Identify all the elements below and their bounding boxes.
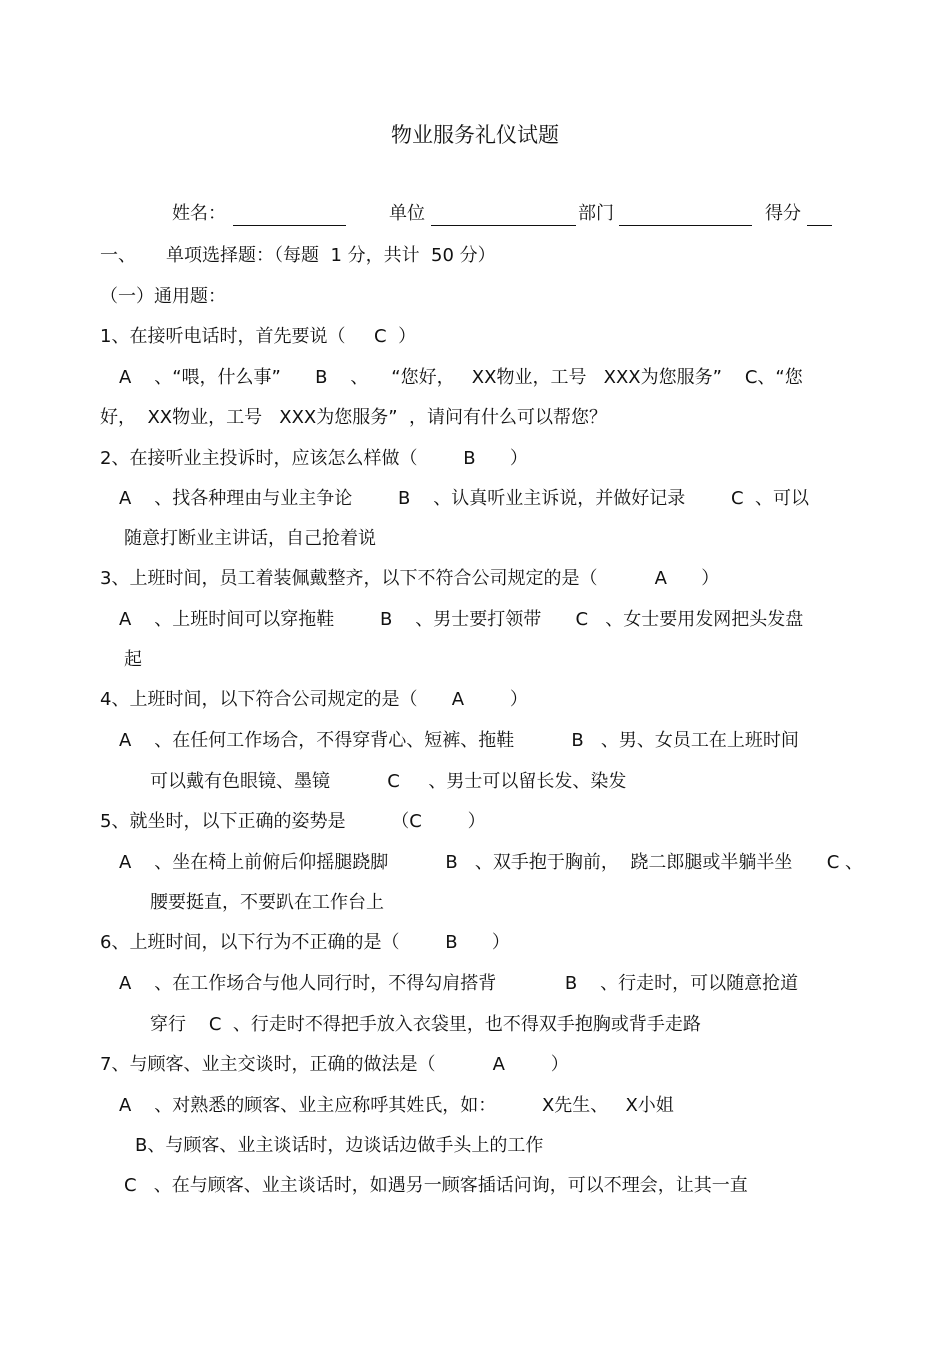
name-label: 姓名：	[172, 203, 226, 224]
section-number: 一、	[100, 245, 136, 266]
question-stem: 6、上班时间，以下行为不正确的是（ B ）	[100, 932, 510, 953]
dept-field[interactable]	[619, 205, 752, 226]
question-options: 起	[124, 649, 142, 670]
score-label: 得分	[765, 203, 801, 224]
question-options: 穿行 C 、行走时不得把手放入衣袋里，也不得双手抱胸或背手走路	[150, 1014, 701, 1035]
question-options: A 、坐在椅上前俯后仰摇腿跷脚 B 、双手抱于胸前， 跷二郎腿或半躺半坐 C 、	[119, 852, 863, 873]
question-stem: 5、就坐时，以下正确的姿势是 （C ）	[100, 811, 486, 832]
question-options: B、与顾客、业主谈话时，边谈话边做手头上的工作	[135, 1135, 544, 1156]
name-field[interactable]	[233, 205, 346, 226]
question-stem: 4、上班时间，以下符合公司规定的是（ A ）	[100, 689, 528, 710]
question-options: A 、“喂，什么事” B 、 “您好， XX物业，工号 XXX为您服务” C、“您	[119, 367, 803, 388]
unit-label: 单位	[389, 203, 425, 224]
question-options: 随意打断业主讲话，自己抢着说	[124, 528, 376, 549]
dept-label: 部门	[578, 203, 614, 224]
question-options: 好， XX物业，工号 XXX为您服务” ，请问有什么可以帮您？	[100, 407, 608, 428]
question-options: C 、在与顾客、业主谈话时，如遇另一顾客插话问询，可以不理会，让其一直	[124, 1175, 748, 1196]
question-options: A 、在工作场合与他人同行时，不得勾肩搭背 B 、行走时，可以随意抢道	[119, 973, 799, 994]
page-title: 物业服务礼仪试题	[391, 123, 559, 147]
question-options: A 、上班时间可以穿拖鞋 B 、男士要打领带 C 、女士要用发网把头发盘	[119, 609, 804, 630]
unit-field[interactable]	[431, 205, 576, 226]
question-stem: 1、在接听电话时，首先要说（ C ）	[100, 326, 417, 347]
section-heading: 单项选择题：（每题 1 分，共计 50 分）	[166, 245, 496, 266]
question-options: 可以戴有色眼镜、墨镜 C 、男士可以留长发、染发	[150, 771, 627, 792]
question-stem: 7、与顾客、业主交谈时，正确的做法是（ A ）	[100, 1054, 569, 1075]
question-options: A 、在任何工作场合，不得穿背心、短裤、拖鞋 B 、男、女员工在上班时间	[119, 730, 799, 751]
question-options: A 、对熟悉的顾客、业主应称呼其姓氏，如： X先生、 X小姐	[119, 1095, 674, 1116]
question-stem: 3、上班时间，员工着装佩戴整齐，以下不符合公司规定的是（ A ）	[100, 568, 720, 589]
score-field[interactable]	[807, 205, 832, 226]
question-stem: 2、在接听业主投诉时，应该怎么样做（ B ）	[100, 448, 528, 469]
question-options: 腰要挺直，不要趴在工作台上	[150, 892, 384, 913]
question-options: A 、找各种理由与业主争论 B 、认真听业主诉说，并做好记录 C 、可以	[119, 488, 809, 509]
subsection-heading: （一）通用题：	[100, 286, 226, 307]
